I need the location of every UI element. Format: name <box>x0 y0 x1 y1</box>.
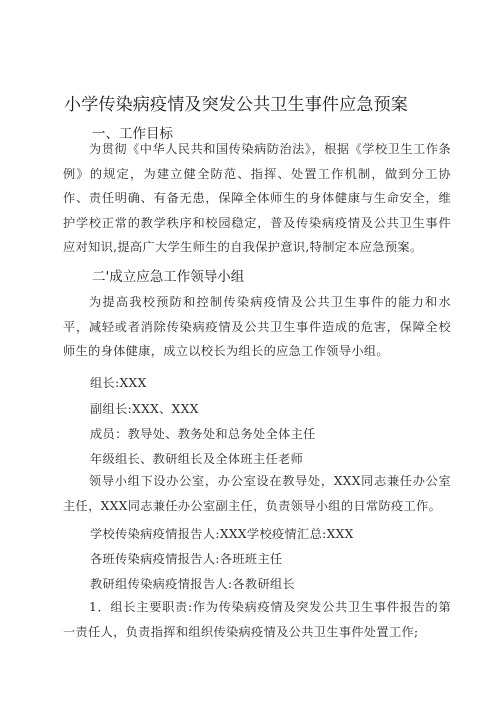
section-heading-goals: 一、工作目标 <box>92 126 173 142</box>
paragraph-office: 领导小组下设办公室，办公室设在教导处，XXX同志兼任办公室主任，XXX同志兼任办公室副主任，负责领导小组的日常防疫工作。 <box>63 474 451 513</box>
line-school-reporter: 学校传染病疫情报告人:XXX学校疫情汇总:XXX <box>90 527 354 541</box>
line-group-reporter: 教研组传染病疫情报告人:各教研组长 <box>90 577 296 591</box>
line-members: 成员：教导处、教务处和总务处全体主任 <box>90 427 316 441</box>
paragraph-leadership-intro: 为提高我校预防和控制传染病疫情及公共卫生事件的能力和水平，减轻或者消除传染病疫情及公共卫生事件造成的危害，保障全校师生的身体健康，成立以校长为组长的应急工作领导小组。 <box>63 295 451 358</box>
line-team-leader: 组长:XXX <box>90 376 147 390</box>
document-title: 小学传染病疫情及突发公共卫生事件应急预案 <box>64 95 408 115</box>
section-heading-leadership: 二'成立应急工作领导小组 <box>92 269 245 285</box>
paragraph-leader-duties: 1．组长主要职责:作为传染病疫情及突发公共卫生事件报告的第一责任人，负责指挥和组织传染病疫情及公共卫生事件处置工作; <box>63 600 451 639</box>
paragraph-goals: 为贯彻《中华人民共和国传染病防治法》，根据《学校卫生工作条例》的规定，为建立健全防范、指挥、处置工作机制，做到分工协作、责任明确、有备无患，保障全体师生的身体健康与生命安全，维护学校正常的教学秩序和校园稳定，普及传染病疫情及公共卫生事件应对知识,提高广大学生师生的自我保护意识,特制定本应急预案。 <box>63 142 451 254</box>
line-deputy-leader: 副组长:XXX、XXX <box>90 402 199 416</box>
line-class-reporter: 各班传染病疫情报告人:各班班主任 <box>90 552 283 566</box>
line-members-more: 年级组长、教研组长及全体班主任老师 <box>90 452 304 466</box>
